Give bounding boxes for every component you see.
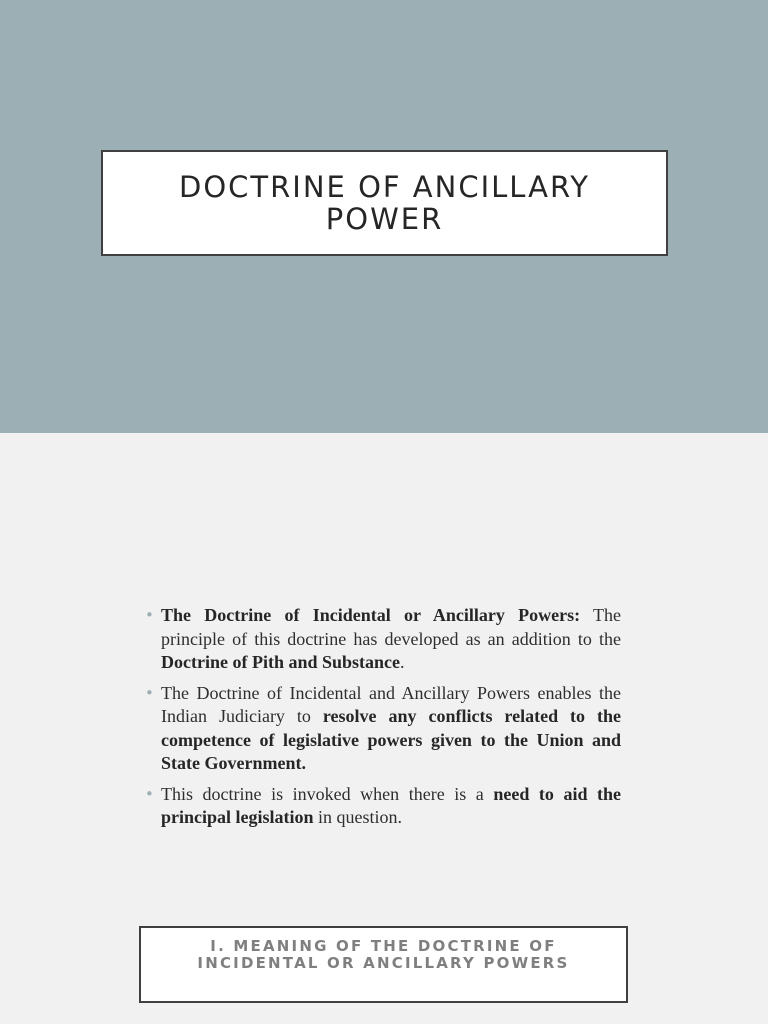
bullet-text: in question. xyxy=(313,807,403,827)
bullet-text-bold: The Doctrine of Incidental or Ancillary Powers: xyxy=(161,605,581,625)
bullet-item xyxy=(145,682,621,776)
bullet-dot-icon: • xyxy=(145,784,154,803)
section-heading-box xyxy=(139,926,628,1003)
bullet-dot-icon: • xyxy=(145,606,154,624)
bullet-text: . xyxy=(400,652,405,672)
bullet-dot-icon: • xyxy=(145,683,154,702)
bullet-item xyxy=(145,604,621,675)
title-box xyxy=(101,150,668,256)
bullet-item xyxy=(145,783,621,830)
bullet-text: This doctrine is invoked when there is a xyxy=(161,783,494,804)
bullet-text: The Doctrine of Incidental and Ancillary Powers enables the Indian Judiciary to xyxy=(161,682,621,726)
title-slide xyxy=(0,0,768,433)
bullet-text-bold: Doctrine of Pith and Substance xyxy=(161,652,401,672)
bullet-list xyxy=(145,604,621,837)
bullet-text-bold: need to aid the principal legislation xyxy=(161,783,621,827)
content-slide xyxy=(0,433,768,1024)
bullet-text: The principle of this doctrine has developed as an addition to the xyxy=(161,605,621,649)
slide-title: DOCTRINE OF ANCILLARY POWER xyxy=(179,170,590,236)
bullet-text-bold: resolve any conflicts related to the competence of legislative powers given to the Union and State Government. xyxy=(161,706,621,773)
section-heading: I. MEANING OF THE DOCTRINE OF INCIDENTAL OR ANCILLARY POWERS xyxy=(197,937,570,972)
